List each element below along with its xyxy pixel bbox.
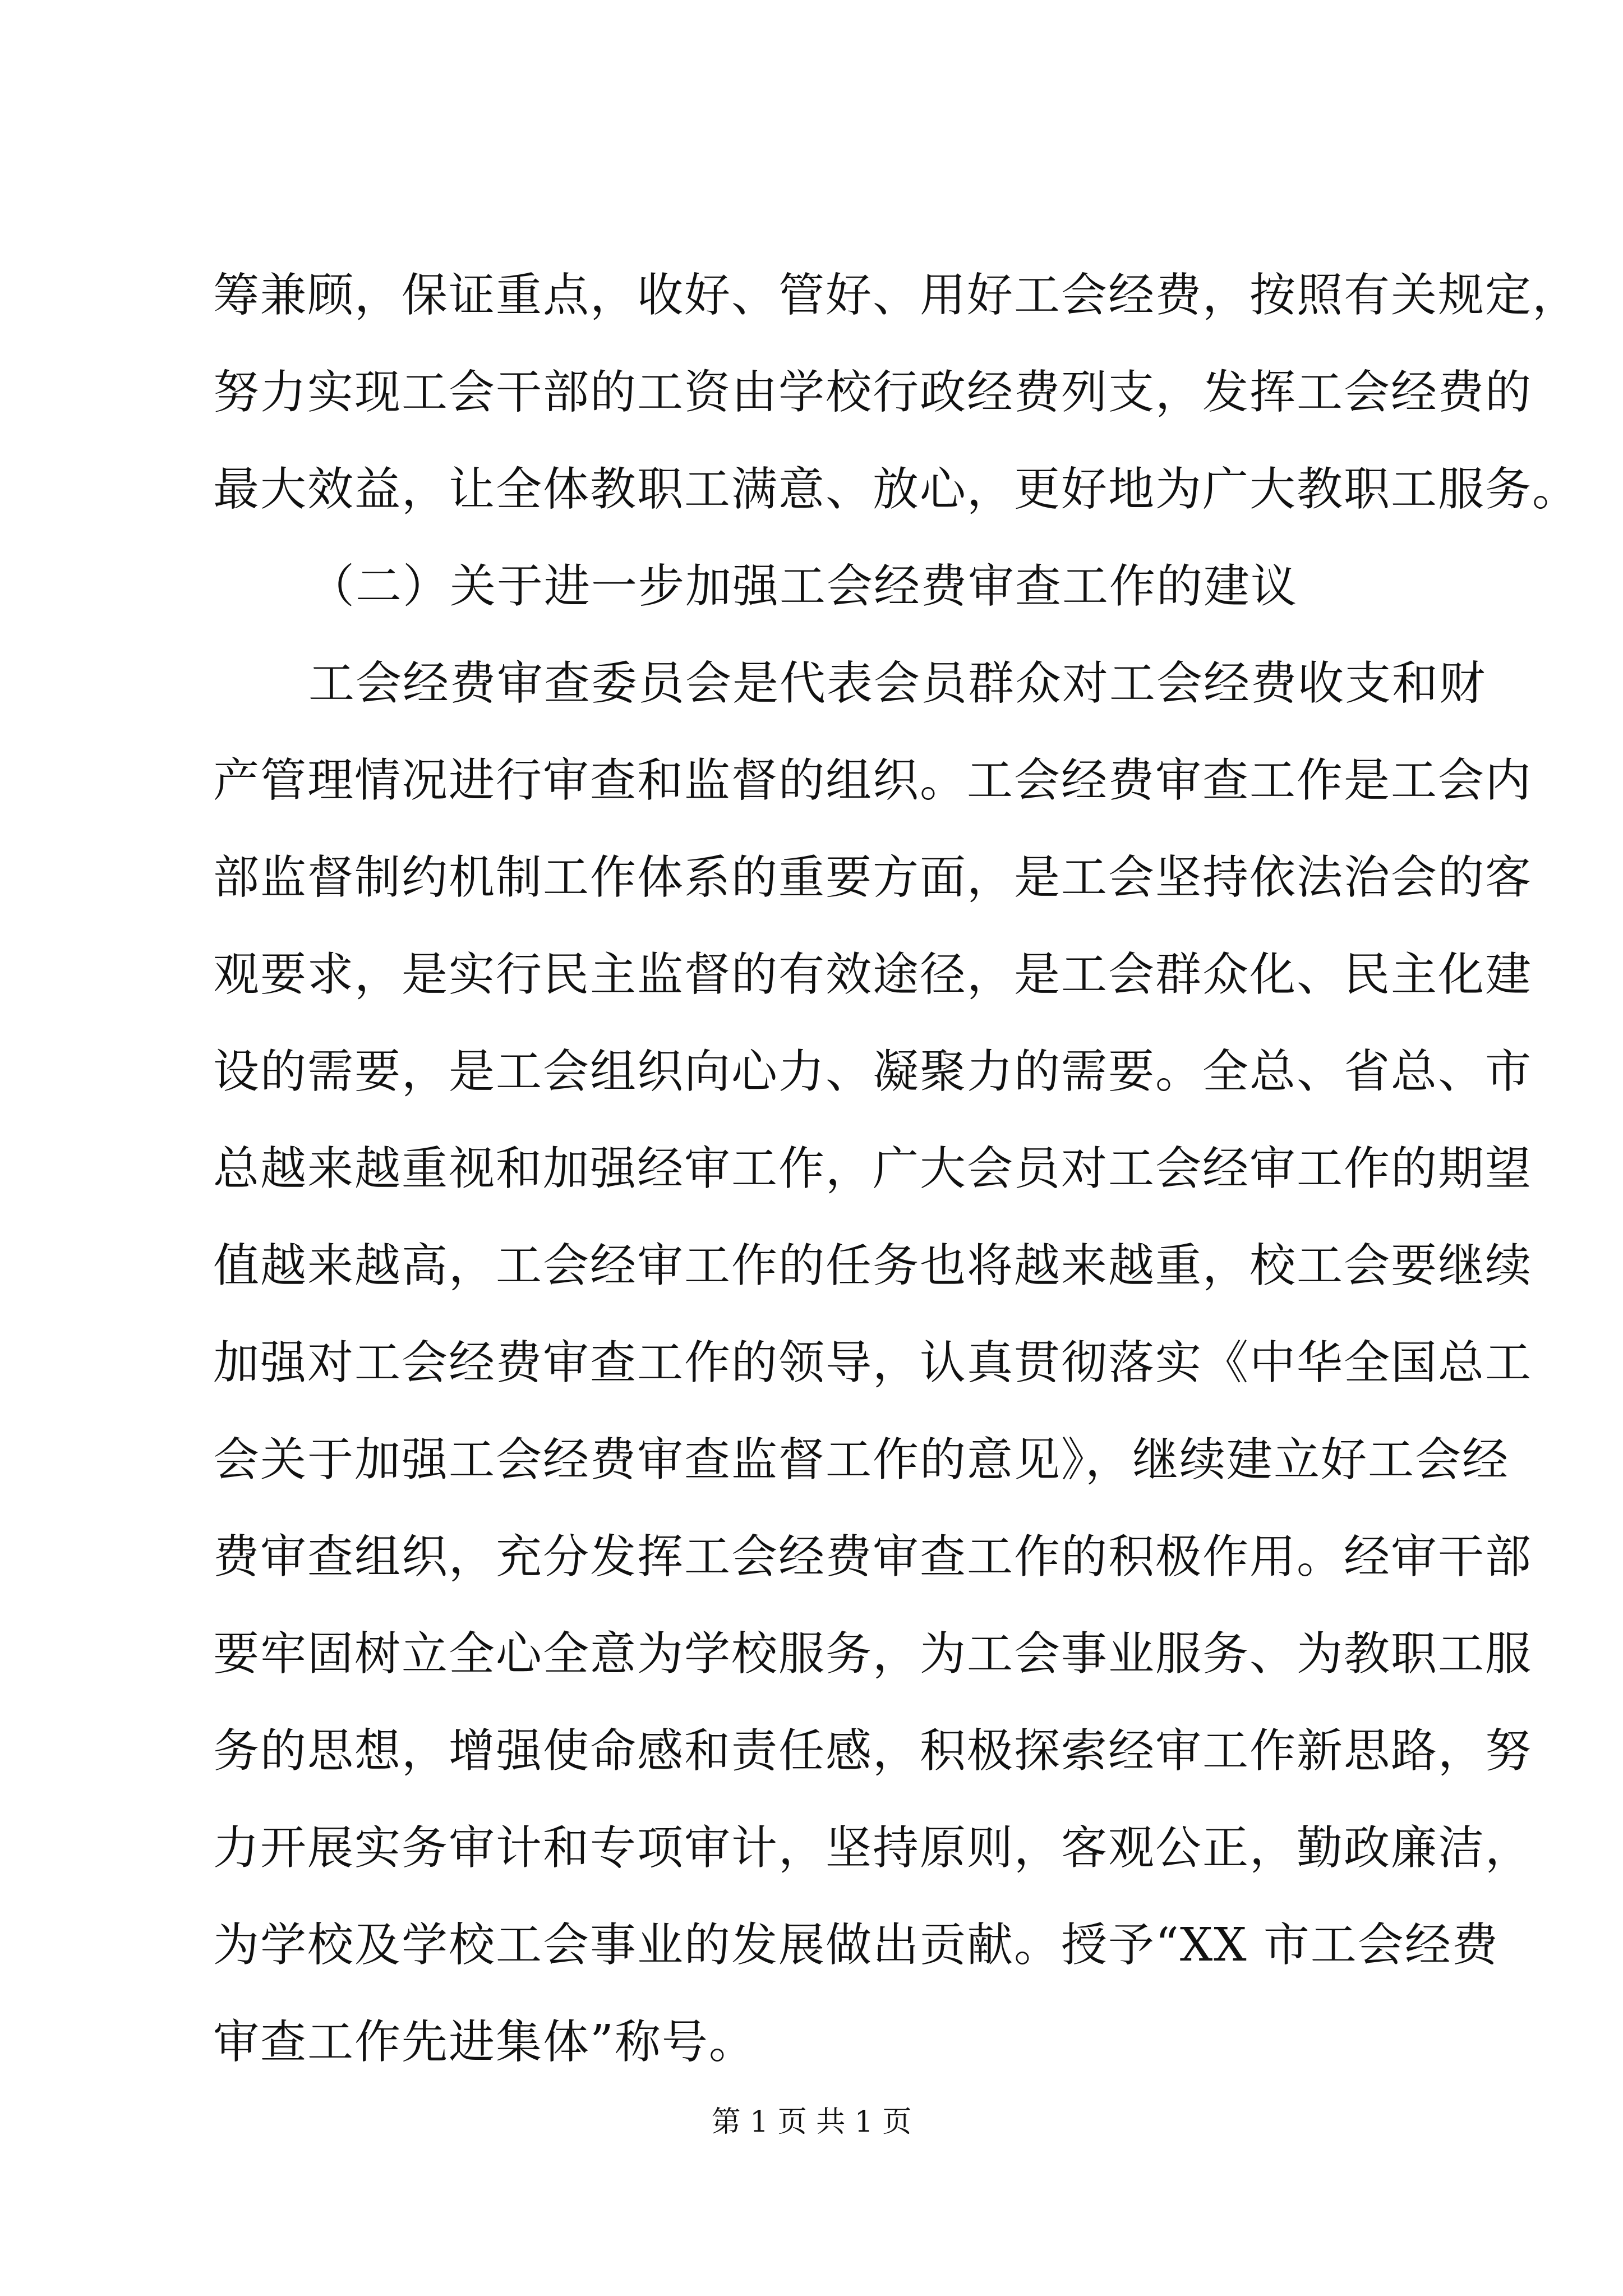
text-line: 观要求，是实行民主监督的有效途径，是工会群众化、民主化建 xyxy=(213,948,1533,1001)
text-line: 会关于加强工会经费审查监督工作的意见》，继续建立好工会经 xyxy=(213,1433,1510,1487)
page-number-footer: 第 1 页 共 1 页 xyxy=(711,2105,912,2139)
text-line: 务的思想，增强使命感和责任感，积极探索经审工作新思路，努 xyxy=(213,1724,1533,1778)
text-line: 工会经费审查委员会是代表会员群众对工会经费收支和财 xyxy=(308,657,1487,710)
paragraph-continuation xyxy=(213,247,1580,538)
section-heading: （二）关于进一步加强工会经费审查工作的建议 xyxy=(308,560,1298,613)
text-line: 审查工作先进集体”称号。 xyxy=(213,2016,756,2069)
text-line: 力开展实务审计和专项审计，坚持原则，客观公正，勤政廉洁， xyxy=(213,1821,1533,1875)
text-line: 产管理情况进行审查和监督的组织。工会经费审查工作是工会内 xyxy=(213,754,1533,807)
text-line: 总越来越重视和加强经审工作，广大会员对工会经审工作的期望 xyxy=(213,1142,1533,1195)
text-line: 为学校及学校工会事业的发展做出贡献。授予“XX 市工会经费 xyxy=(213,1918,1499,1972)
text-line: 费审查组织，充分发挥工会经费审查工作的积极作用。经审干部 xyxy=(213,1530,1533,1584)
text-line: 值越来越高，工会经审工作的任务也将越来越重，校工会要继续 xyxy=(213,1239,1533,1292)
document-body xyxy=(213,247,1580,2091)
text-line: 努力实现工会干部的工资由学校行政经费列支，发挥工会经费的 xyxy=(213,366,1533,419)
text-line: 筹兼顾，保证重点，收好、管好、用好工会经费，按照有关规定， xyxy=(213,269,1580,322)
paragraph-audit xyxy=(213,635,1533,2091)
text-line: 要牢固树立全心全意为学校服务，为工会事业服务、为教职工服 xyxy=(213,1627,1533,1681)
text-line: 最大效益，让全体教职工满意、放心，更好地为广大教职工服务。 xyxy=(213,463,1580,516)
text-line: 加强对工会经费审查工作的领导，认真贯彻落实《中华全国总工 xyxy=(213,1336,1533,1389)
text-line: 设的需要，是工会组织向心力、凝聚力的需要。全总、省总、市 xyxy=(213,1045,1533,1098)
text-line: 部监督制约机制工作体系的重要方面，是工会坚持依法治会的客 xyxy=(213,851,1533,904)
